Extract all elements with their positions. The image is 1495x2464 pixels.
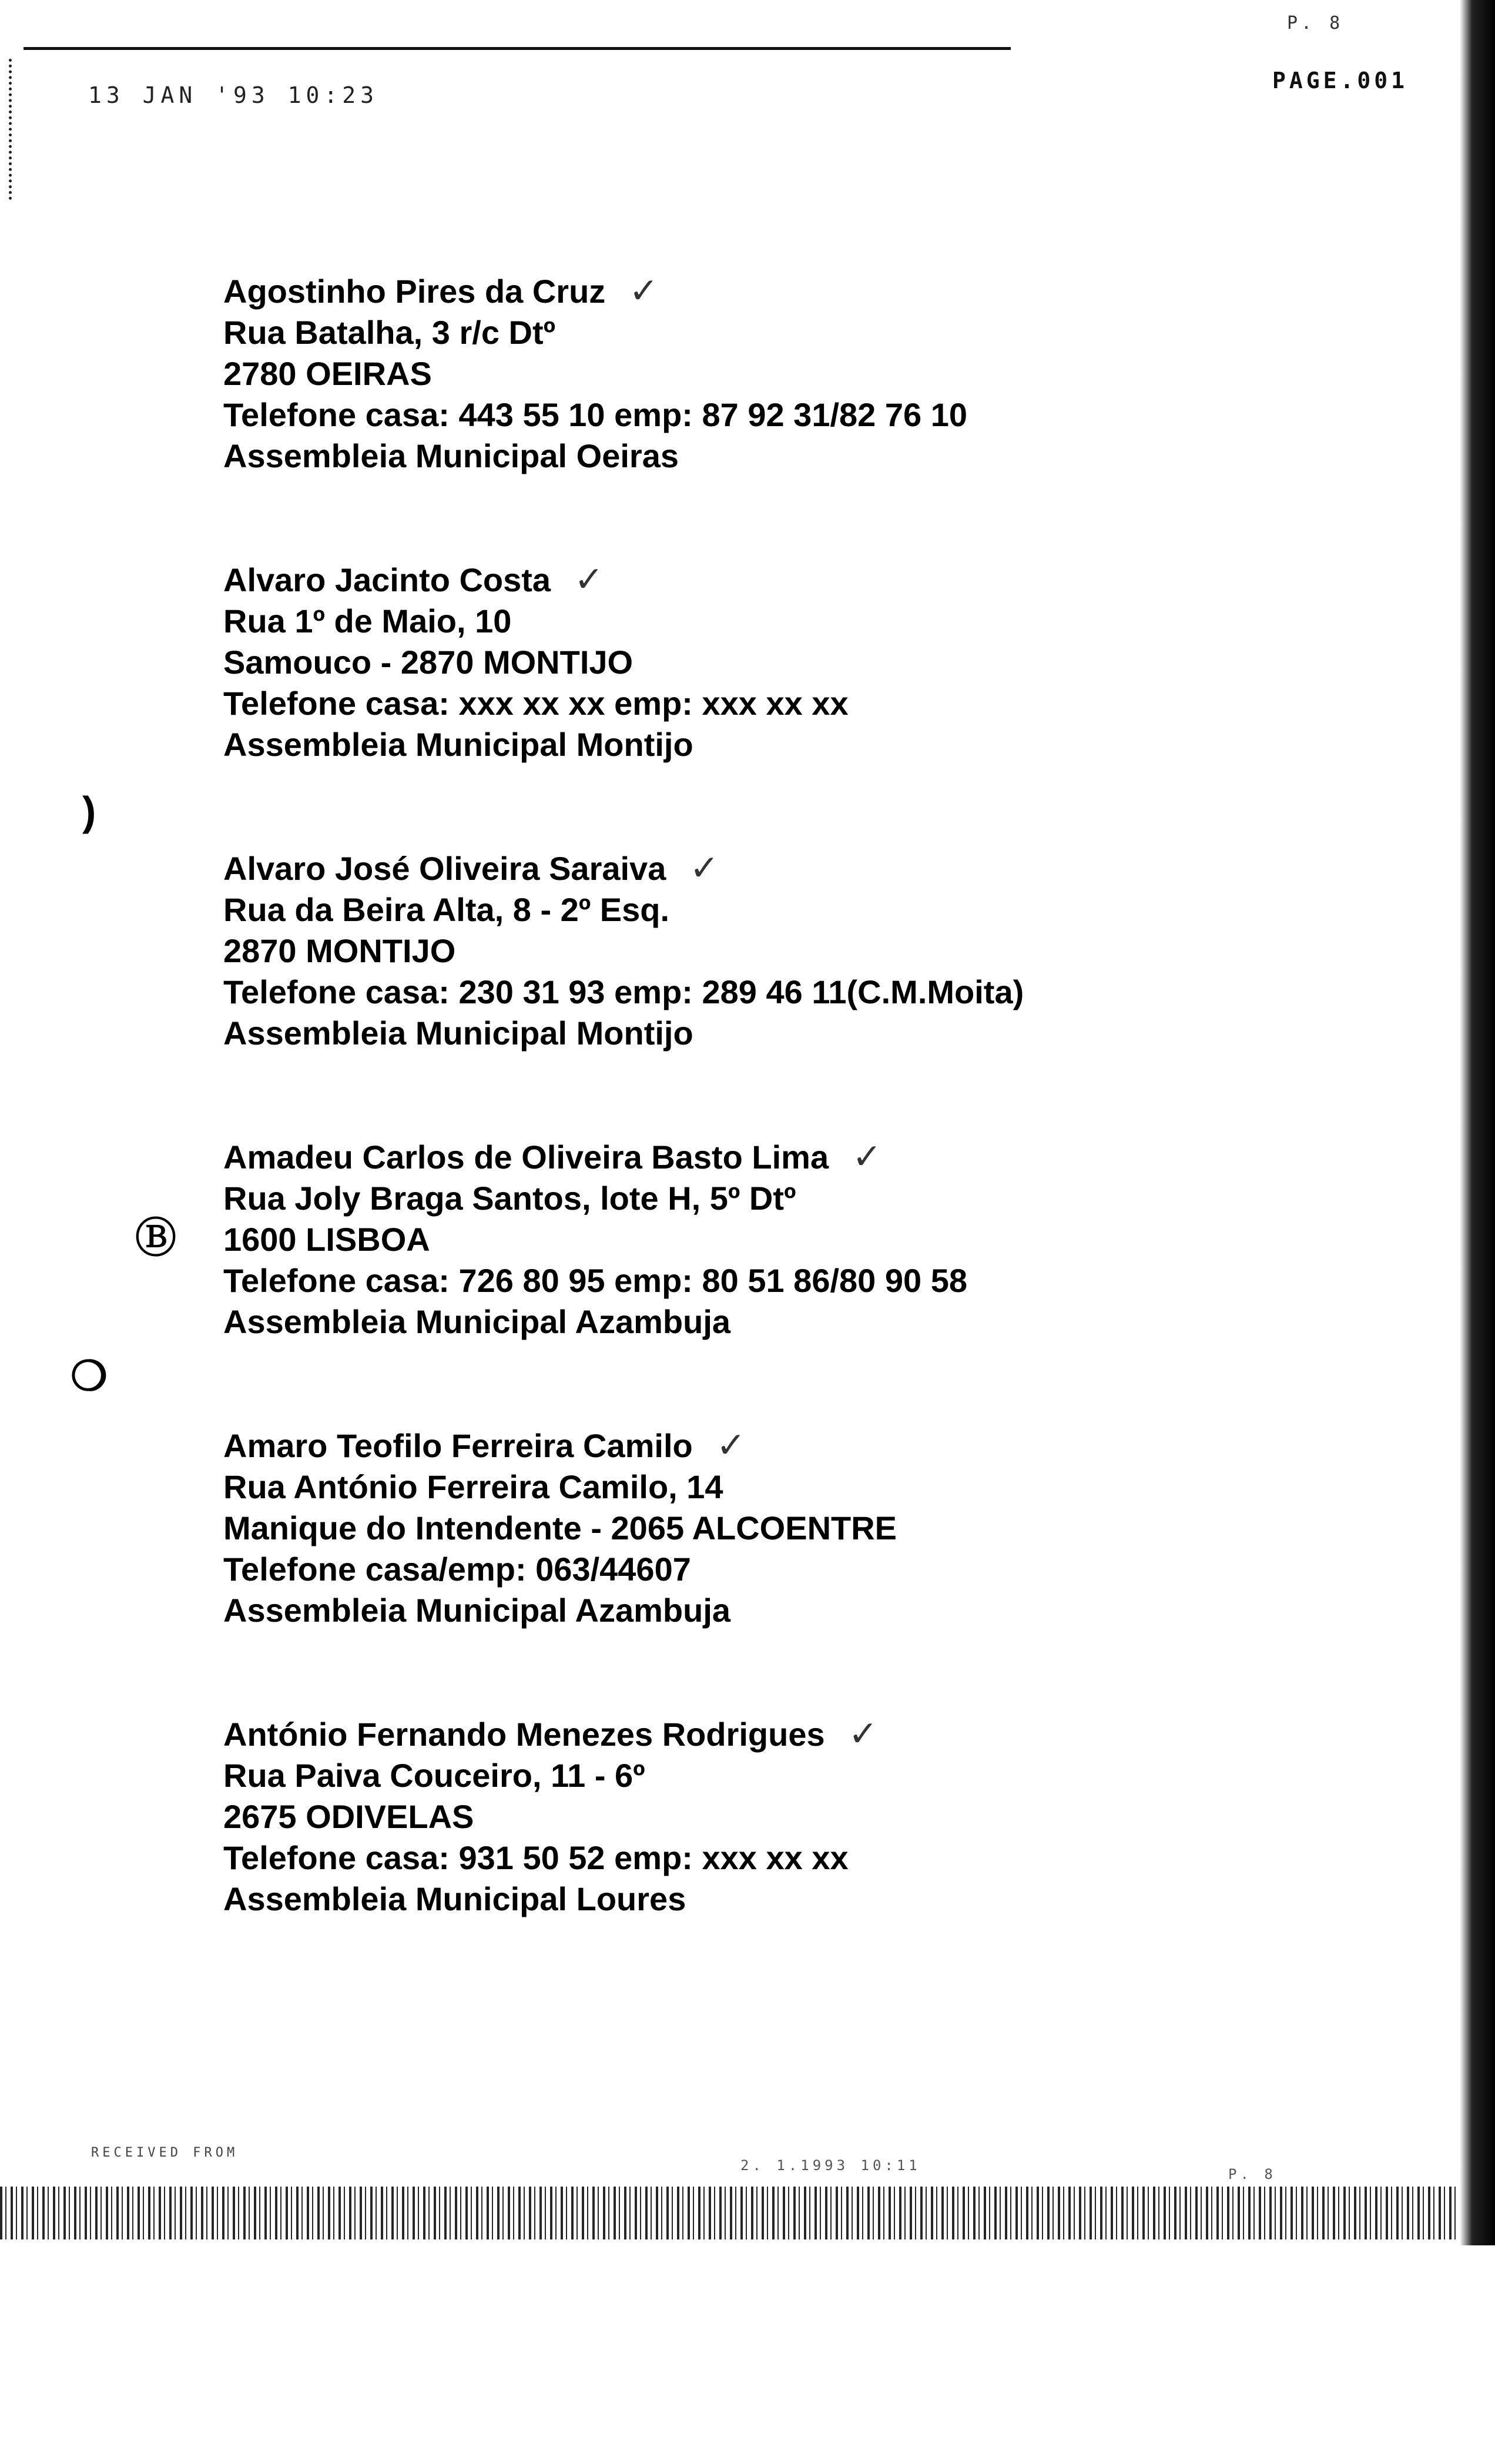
contact-entry [223, 1713, 1222, 1920]
contact-entry [223, 559, 1222, 765]
contact-name: Agostinho Pires da Cruz [223, 273, 606, 310]
contact-city: 2675 ODIVELAS [223, 1798, 474, 1835]
contact-assembly: Assembleia Municipal Loures [223, 1880, 686, 1917]
fax-footer [0, 2134, 1495, 2251]
contact-name: Alvaro José Oliveira Saraiva [223, 850, 666, 887]
contact-city: Manique do Intendente - 2065 ALCOENTRE [223, 1509, 897, 1546]
scan-noise-band [0, 2187, 1457, 2239]
checkmark-icon: ✓ [689, 848, 719, 888]
contact-name: António Fernando Menezes Rodrigues [223, 1716, 825, 1753]
checkmark-icon: ✓ [848, 1714, 878, 1753]
contact-phone: Telefone casa: 931 50 52 emp: xxx xx xx [223, 1839, 849, 1876]
fax-header [0, 0, 1495, 118]
contact-assembly: Assembleia Municipal Oeiras [223, 437, 679, 474]
contact-city: 1600 LISBOA [223, 1221, 430, 1258]
contact-name: Amadeu Carlos de Oliveira Basto Lima [223, 1139, 829, 1176]
checkmark-icon: ✓ [574, 560, 604, 599]
contact-address: Rua Paiva Couceiro, 11 - 6º [223, 1757, 645, 1794]
contact-name-line [223, 1136, 1222, 1178]
contact-name-line [223, 270, 1222, 312]
contact-name: Amaro Teofilo Ferreira Camilo [223, 1427, 693, 1464]
header-rule [24, 47, 1011, 50]
contact-name-line [223, 848, 1222, 889]
page-number-top: P. 8 [1287, 13, 1344, 34]
contact-city: 2780 OEIRAS [223, 355, 432, 392]
contact-assembly: Assembleia Municipal Montijo [223, 1015, 693, 1052]
contact-phone: Telefone casa/emp: 063/44607 [223, 1551, 691, 1588]
contact-address: Rua António Ferreira Camilo, 14 [223, 1468, 723, 1505]
contact-entry [223, 270, 1222, 477]
contact-list [223, 270, 1222, 2002]
contact-assembly: Assembleia Municipal Montijo [223, 726, 693, 763]
contact-city: Samouco - 2870 MONTIJO [223, 644, 633, 681]
contact-entry [223, 848, 1222, 1054]
scan-edge-shadow [1460, 0, 1495, 2245]
contact-city: 2870 MONTIJO [223, 932, 456, 969]
checkmark-icon: ✓ [716, 1425, 746, 1465]
contact-name-line [223, 1713, 1222, 1755]
contact-address: Rua da Beira Alta, 8 - 2º Esq. [223, 891, 670, 928]
contact-phone: Telefone casa: xxx xx xx emp: xxx xx xx [223, 685, 849, 722]
contact-name: Alvaro Jacinto Costa [223, 561, 551, 598]
contact-entry [223, 1425, 1222, 1631]
contact-assembly: Assembleia Municipal Azambuja [223, 1303, 731, 1340]
contact-name-line [223, 559, 1222, 601]
contact-address: Rua Batalha, 3 r/c Dtº [223, 314, 556, 351]
contact-entry [223, 1136, 1222, 1343]
footer-page-number: P. 8 [1228, 2166, 1276, 2182]
received-date: 2. 1.1993 10:11 [740, 2157, 921, 2174]
contact-name-line [223, 1425, 1222, 1467]
checkmark-icon: ✓ [852, 1137, 882, 1176]
circled-letter-mark: Ⓑ [135, 1215, 176, 1261]
hole-punch-mark: ) [82, 788, 96, 834]
hole-punch-mark: ❍ [71, 1353, 108, 1399]
contact-address: Rua 1º de Maio, 10 [223, 602, 512, 640]
fax-edge-marks [9, 59, 35, 200]
contact-phone: Telefone casa: 443 55 10 emp: 87 92 31/82 76 10 [223, 396, 968, 433]
checkmark-icon: ✓ [629, 271, 659, 310]
contact-phone: Telefone casa: 726 80 95 emp: 80 51 86/80 90 58 [223, 1262, 968, 1299]
page-label: PAGE.001 [1272, 68, 1409, 93]
contact-assembly: Assembleia Municipal Azambuja [223, 1592, 731, 1629]
received-from-label: RECEIVED FROM [91, 2145, 239, 2160]
contact-phone: Telefone casa: 230 31 93 emp: 289 46 11(C.M.Moita) [223, 973, 1024, 1010]
contact-address: Rua Joly Braga Santos, lote H, 5º Dtº [223, 1180, 796, 1217]
fax-timestamp: 13 JAN '93 10:23 [88, 82, 379, 108]
